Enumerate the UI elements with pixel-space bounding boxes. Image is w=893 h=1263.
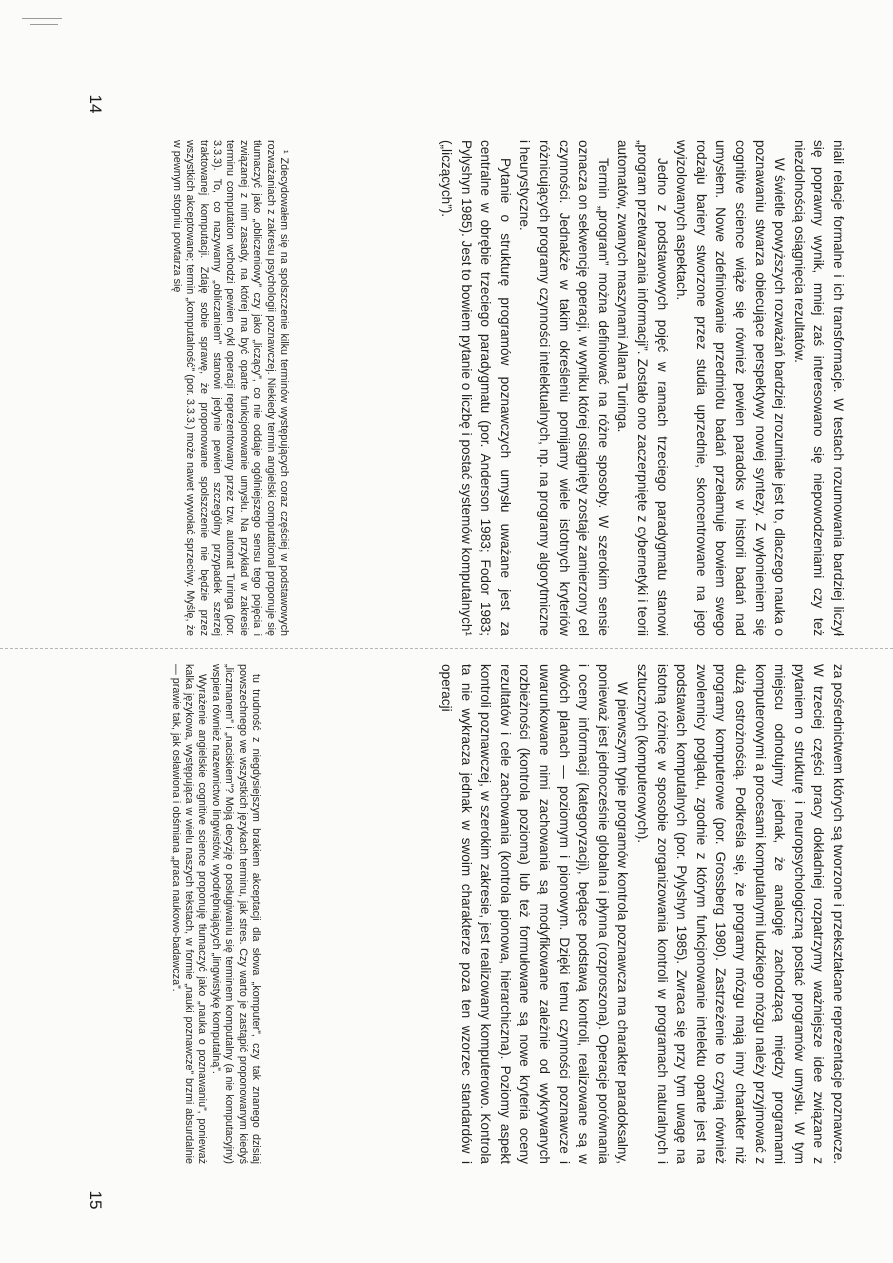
paragraph: za pośrednictwem których są tworzone i przekształcane reprezentacje poznawcze. W trzeciej części pracy dokładniej rozpatrzymy ważniejsze idee związane z pytaniem o strukturę i neuropsychologiczną postać programów umysłu. W tym miejscu odnotujmy jednak, że analogię zachodzącą między programami komputerowymi a procesami komputalnymi ludzkiego mózgu należy przyjmować z dużą ostrożnością. Podkreśla się, że programy mózgu mają inny charakter niż programy komputerowe (por. Grossberg 1980). Zastrzeżenie to czynią również zwolennicy poglądu, zgodnie z którym funkcjonowanie intelektu oparte jest na podstawach komputalnych (por. Pylyshyn 1985). Zwraca się przy tym uwagę na istotną różnicę w sposobie zorganizowania kontroli w programach naturalnych i sztucznych (komputerowych).: [635, 664, 846, 1164]
paragraph: Jedno z podstawowych pojęć w ramach trzeciego paradygmatu stanowi „program przetwarzania informacji”. Zostało ono zaczerpnięte z cybernetyki i teorii automatów, zwanych maszynami Allana Turinga.: [615, 140, 670, 636]
paragraph: W pierwszym typie programów kontrola poznawcza ma charakter paradoksalny, ponieważ jest jednocześnie globalna i płynna (rozproszona). Operacje porównania i oceny informacji (kategoryzacji), będące podstawą kontroli, realizowane są w dwóch planach — poziomym i pionowym. Dzięki temu czynności poznawcze i uwarunkowane nimi zachowania są modyfikowane zależnie od wykrywanych rozbieżności (kontrola pozioma) lub też formułowane są nowe kryteria oceny rezultatów i cele zachowania (kontrola pionowa, hierarchiczna). Poziomy aspekt kontroli poznawczej, w szerokim zakresie, jest realizowany komputerowo. Kontrola ta nie wykracza jednak w swoim charakterze poza ten wzorzec standardów i operacji: [439, 664, 631, 1164]
scan-edge-mark: [22, 18, 62, 19]
footnote: Wyrażenie angielskie cognitive science proponuję tłumaczyć jako „nauka o poznawaniu”, ponieważ kalka językowa, występująca w wielu naszych tekstach, w formie „nauki poznawcze” brzmi absurdalnie — prawie tak, jak osławiona i obśmiana „praca naukowo-badawcza”.: [169, 664, 209, 1164]
page-divider: [0, 648, 893, 649]
paragraph: Pytanie o strukturę programów poznawczych umysłu uważane jest za centralne w obrębie trzeciego paradygmatu (por. Anderson 1983; Fodor 1983; Pylyshyn 1985). Jest to bowiem pytanie o liczbę i postać systemów komputalnych¹ („liczących”).: [439, 140, 513, 636]
right-page-footnote: [62, 664, 262, 1164]
footnote: ¹ Zdecydowałem się na spolszczenie kilku terminów występujących coraz częściej w podstawowych rozważaniach z zakresu psychologii poznawczej. Niekiedy termin angielski computational proponuje się tłumaczyć jako „obliczeniowy” czy jako „liczący”, co nie oddaje ogólniejszego sensu tego pojęcia i związanej z nim zasady, na której ma być oparte funkcjonowanie umysłu. Na przykład w zakresie terminu computation wchodzi pewien cykl operacji reprezentowany przez tzw. automat Turinga (por. 3.3.3). To, co nazywamy „obliczaniem” stanowi jedynie pewien szczególny przypadek szerzej traktowanej komputacji. Zdaję sobie sprawę, że proponowane spolszczenie nie będzie przez wszystkich akceptowane; termin „komputalność” (por. 3.3.3.) może nawet wywołać sprzeciwy. Myślę, że w pewnym stopniu powtarza się: [170, 140, 290, 636]
footnote: tu trudność z niegdysiejszym brakiem akceptacji dla słowa „komputer”, czy tak znanego dzisiaj powszechnego we wszystkich językach terminu, jak stres. Czy warto je zastąpić proponowanym kiedyś „liczmanem” i „naciskiem”? Moją decyzję o posługiwaniu się terminem komputalny (a nie komputacyjny) wspiera również nazewnictwo lingwistów, wyodrębniających „lingwistykę komputalną”.: [209, 664, 262, 1164]
paragraph: W świetle powyższych rozważań bardziej zrozumiałe jest to, dlaczego nauka o poznawaniu stwarza obiecujące perspektywy nowej syntezy. Z wyłonieniem się cognitive science wiąże się również pewien paradoks w historii badań nad umysłem. Nowe zdefiniowanie przedmiotu badań przełamuje bowiem swego rodzaju bariery stworzone przez studia uprzednie, skoncentrowane na jego wyizolowanych aspektach.: [674, 140, 788, 636]
paragraph: Termin „program” można definiować na różne sposoby. W szerokim sensie oznacza on sekwencję operacji, w wyniku której osiągnięty zostaje zamierzony cel czynności. Jednakże w takim określeniu pomijamy wiele istotnych kryteriów różnicujących programy czynności intelektualnych, np. na programy algorytmiczne i heurystyczne.: [517, 140, 611, 636]
page-number-left: 14: [86, 94, 105, 114]
right-page-body: [248, 664, 848, 1164]
paragraph: niali relacje formalne i ich transformacje. W testach rozumowania bardziej liczył się poprawny wynik, mniej zaś interesowano się niepowodzeniami czy też niezdolnością osiągnięcia rezultatów.: [791, 140, 846, 636]
left-page-footnote: [100, 140, 290, 636]
page-number-right: 15: [86, 1190, 105, 1210]
scan-edge-mark: [30, 24, 58, 25]
